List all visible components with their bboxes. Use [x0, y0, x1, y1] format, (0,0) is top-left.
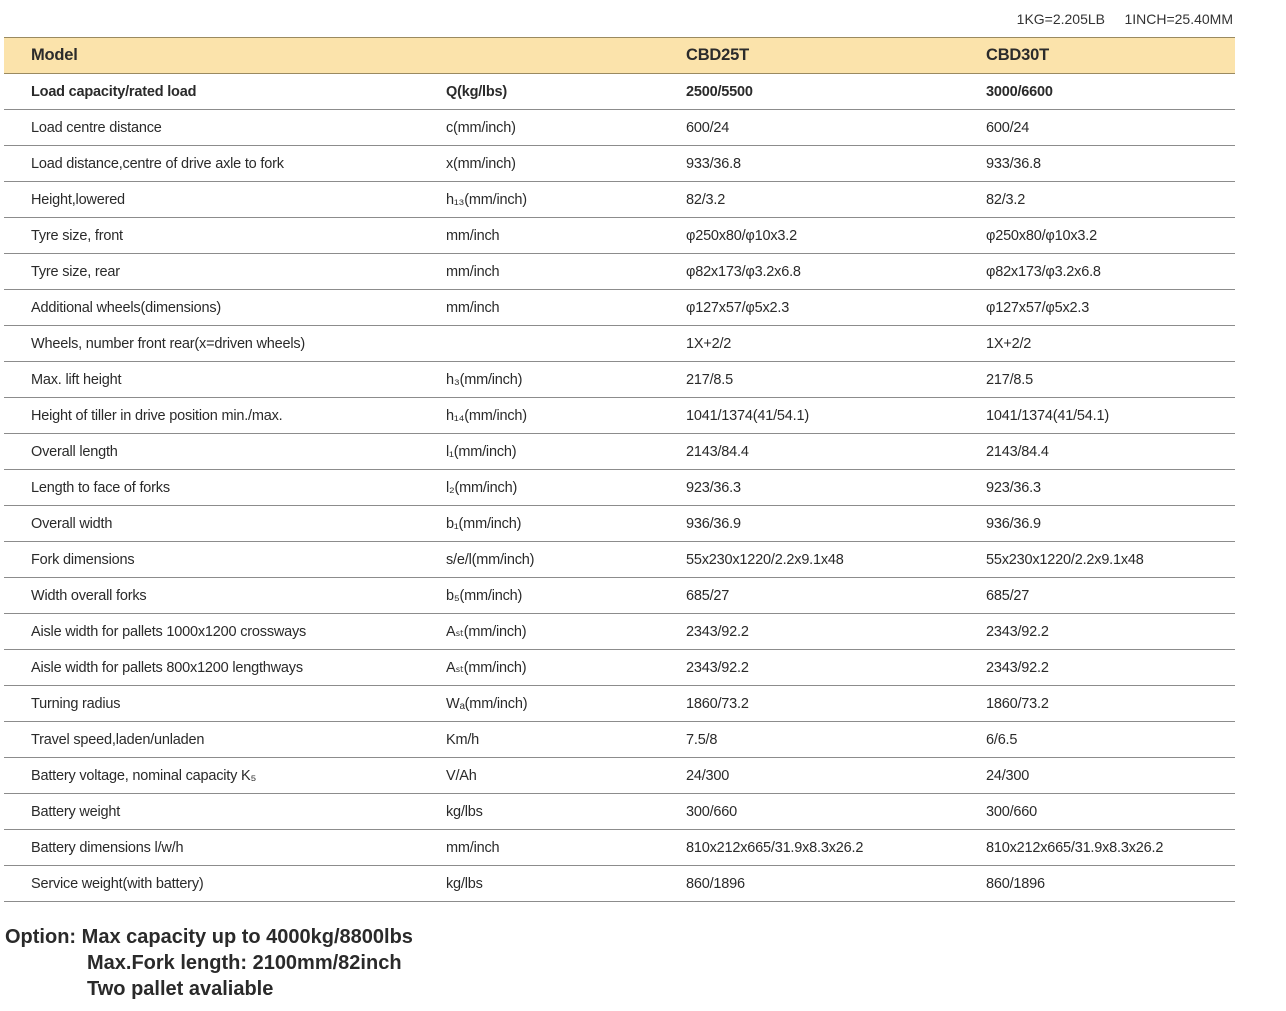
row-value-cbd30t: 2343/92.2: [986, 650, 1235, 686]
row-unit: Wₐ(mm/inch): [446, 686, 686, 722]
row-label: Battery voltage, nominal capacity K₅: [4, 758, 446, 794]
row-value-cbd25t: φ82x173/φ3.2x6.8: [686, 254, 986, 290]
table-row: [4, 470, 1235, 506]
row-value-cbd25t: 2500/5500: [686, 74, 986, 110]
table-row: [4, 110, 1235, 146]
row-label: Additional wheels(dimensions): [4, 290, 446, 326]
row-value-cbd25t: 1860/73.2: [686, 686, 986, 722]
row-value-cbd25t: 55x230x1220/2.2x9.1x48: [686, 542, 986, 578]
row-unit: h₁₃(mm/inch): [446, 182, 686, 218]
row-value-cbd30t: 300/660: [986, 794, 1235, 830]
row-value-cbd25t: 1X+2/2: [686, 326, 986, 362]
row-value-cbd25t: 923/36.3: [686, 470, 986, 506]
header-model-cbd25t: CBD25T: [686, 38, 986, 74]
table-row: [4, 578, 1235, 614]
row-value-cbd30t: φ127x57/φ5x2.3: [986, 290, 1235, 326]
row-value-cbd30t: 923/36.3: [986, 470, 1235, 506]
row-unit: Q(kg/lbs): [446, 74, 686, 110]
row-label: Battery dimensions l/w/h: [4, 830, 446, 866]
row-value-cbd25t: 7.5/8: [686, 722, 986, 758]
row-value-cbd30t: 55x230x1220/2.2x9.1x48: [986, 542, 1235, 578]
row-value-cbd30t: 685/27: [986, 578, 1235, 614]
row-value-cbd25t: 933/36.8: [686, 146, 986, 182]
row-value-cbd25t: 1041/1374(41/54.1): [686, 398, 986, 434]
row-label: Tyre size, rear: [4, 254, 446, 290]
row-unit: h₁₄(mm/inch): [446, 398, 686, 434]
row-value-cbd25t: 2343/92.2: [686, 614, 986, 650]
row-value-cbd25t: 24/300: [686, 758, 986, 794]
row-value-cbd30t: 1041/1374(41/54.1): [986, 398, 1235, 434]
row-value-cbd30t: 1X+2/2: [986, 326, 1235, 362]
table-row: [4, 218, 1235, 254]
table-row: [4, 830, 1235, 866]
row-unit: b₅(mm/inch): [446, 578, 686, 614]
table-row: [4, 542, 1235, 578]
header-model-cbd30t: CBD30T: [986, 38, 1235, 74]
row-value-cbd25t: 217/8.5: [686, 362, 986, 398]
option-line-3: Two pallet avaliable: [87, 978, 274, 1000]
header-unit: [446, 38, 686, 74]
row-unit: x(mm/inch): [446, 146, 686, 182]
table-row: [4, 794, 1235, 830]
row-value-cbd30t: 600/24: [986, 110, 1235, 146]
row-value-cbd25t: 936/36.9: [686, 506, 986, 542]
table-row: [4, 398, 1235, 434]
row-value-cbd25t: φ127x57/φ5x2.3: [686, 290, 986, 326]
row-value-cbd30t: 860/1896: [986, 866, 1235, 902]
table-header-row: [4, 38, 1235, 74]
row-unit: mm/inch: [446, 830, 686, 866]
table-row: [4, 686, 1235, 722]
row-value-cbd25t: 810x212x665/31.9x8.3x26.2: [686, 830, 986, 866]
option-label: Option:: [5, 926, 77, 948]
row-label: Height of tiller in drive position min./max.: [4, 398, 446, 434]
row-unit: h₃(mm/inch): [446, 362, 686, 398]
row-label: Overall length: [4, 434, 446, 470]
row-value-cbd25t: 2343/92.2: [686, 650, 986, 686]
row-label: Battery weight: [4, 794, 446, 830]
row-value-cbd25t: 685/27: [686, 578, 986, 614]
table-row: [4, 866, 1235, 902]
row-label: Overall width: [4, 506, 446, 542]
row-label: Aisle width for pallets 800x1200 lengthways: [4, 650, 446, 686]
row-value-cbd25t: 600/24: [686, 110, 986, 146]
table-row: [4, 758, 1235, 794]
table-row: [4, 434, 1235, 470]
row-value-cbd30t: 217/8.5: [986, 362, 1235, 398]
row-unit: s/e/l(mm/inch): [446, 542, 686, 578]
table-row: [4, 650, 1235, 686]
row-label: Width overall forks: [4, 578, 446, 614]
row-unit: Aₛₜ(mm/inch): [446, 650, 686, 686]
option-text-1: Max capacity up to 4000kg/8800lbs: [81, 926, 413, 948]
row-label: Length to face of forks: [4, 470, 446, 506]
row-value-cbd30t: 2143/84.4: [986, 434, 1235, 470]
row-value-cbd30t: 1860/73.2: [986, 686, 1235, 722]
table-row: [4, 614, 1235, 650]
row-unit: kg/lbs: [446, 794, 686, 830]
row-value-cbd25t: 82/3.2: [686, 182, 986, 218]
row-value-cbd30t: φ250x80/φ10x3.2: [986, 218, 1235, 254]
row-label: Load distance,centre of drive axle to fork: [4, 146, 446, 182]
row-value-cbd30t: 936/36.9: [986, 506, 1235, 542]
row-value-cbd30t: 2343/92.2: [986, 614, 1235, 650]
row-value-cbd25t: φ250x80/φ10x3.2: [686, 218, 986, 254]
row-unit: b₁(mm/inch): [446, 506, 686, 542]
row-value-cbd25t: 300/660: [686, 794, 986, 830]
row-unit: kg/lbs: [446, 866, 686, 902]
table-row: [4, 290, 1235, 326]
row-label: Height,lowered: [4, 182, 446, 218]
table-row: [4, 326, 1235, 362]
row-unit: mm/inch: [446, 254, 686, 290]
row-label: Wheels, number front rear(x=driven wheels): [4, 326, 446, 362]
row-unit: mm/inch: [446, 218, 686, 254]
row-label: Turning radius: [4, 686, 446, 722]
row-value-cbd30t: φ82x173/φ3.2x6.8: [986, 254, 1235, 290]
table-row: [4, 74, 1235, 110]
row-value-cbd30t: 24/300: [986, 758, 1235, 794]
unit-conversion-note: 1KG=2.205LB 1INCH=25.40MM: [1016, 11, 1233, 27]
row-unit: c(mm/inch): [446, 110, 686, 146]
row-unit: l₂(mm/inch): [446, 470, 686, 506]
row-value-cbd25t: 860/1896: [686, 866, 986, 902]
spec-table: [4, 37, 1235, 902]
row-value-cbd30t: 933/36.8: [986, 146, 1235, 182]
option-line-2: Max.Fork length: 2100mm/82inch: [87, 952, 402, 974]
row-label: Fork dimensions: [4, 542, 446, 578]
option-note: [5, 924, 413, 1002]
table-row: [4, 506, 1235, 542]
row-unit: mm/inch: [446, 290, 686, 326]
row-label: Aisle width for pallets 1000x1200 crossways: [4, 614, 446, 650]
table-row: [4, 722, 1235, 758]
row-label: Service weight(with battery): [4, 866, 446, 902]
row-label: Travel speed,laden/unladen: [4, 722, 446, 758]
row-label: Load centre distance: [4, 110, 446, 146]
header-model-label: Model: [4, 38, 446, 74]
row-value-cbd25t: 2143/84.4: [686, 434, 986, 470]
row-unit: V/Ah: [446, 758, 686, 794]
row-label: Tyre size, front: [4, 218, 446, 254]
row-value-cbd30t: 3000/6600: [986, 74, 1235, 110]
row-value-cbd30t: 82/3.2: [986, 182, 1235, 218]
row-value-cbd30t: 810x212x665/31.9x8.3x26.2: [986, 830, 1235, 866]
row-unit: [446, 326, 686, 362]
row-unit: Aₛₜ(mm/inch): [446, 614, 686, 650]
row-unit: Km/h: [446, 722, 686, 758]
table-row: [4, 146, 1235, 182]
row-label: Load capacity/rated load: [4, 74, 446, 110]
option-line-1: [5, 924, 413, 950]
row-label: Max. lift height: [4, 362, 446, 398]
row-value-cbd30t: 6/6.5: [986, 722, 1235, 758]
table-row: [4, 182, 1235, 218]
table-row: [4, 254, 1235, 290]
row-unit: l₁(mm/inch): [446, 434, 686, 470]
table-row: [4, 362, 1235, 398]
